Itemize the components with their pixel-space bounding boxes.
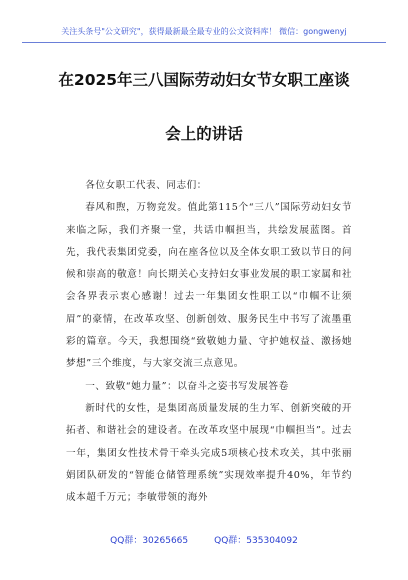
footer-qq-group-2: QQ群：535304092 [214, 536, 298, 546]
section-heading: 一、致敬“她力量”：以奋斗之姿书写发展答卷 [85, 380, 289, 392]
body-paragraph: 春风和煦，万物竞发。值此第115个“三八”国际劳动妇女节来临之际，我们齐聚一堂，共话巾帼担当，共绘发展蓝图。首先，我代表集团党委，向在座各位以及全体女职工致以节日的问候和崇高的敬意！向长期关心支持妇女事业发展的职工家属和社会各界表示衷心感谢！过去一年集团女性职工以“巾帼不让须眉”的豪情，在改革攻坚、创新创效、服务民生中书写了流墨重彩的篇章。今天，我想围绕“致敬她力量、守护她权益、激扬她梦想”三个维度，与大家交流三点意见。 [66, 202, 352, 370]
document-title-line-2: 会上的讲话 [165, 125, 243, 143]
footer-qq-group-1: QQ群：30265665 [110, 536, 189, 546]
header-note: 关注头条号"公文研究"，获得最新最全最专业的公文资料库！ 微信：gongwenyj [61, 27, 347, 36]
document-body [66, 175, 352, 509]
header-divider [22, 42, 386, 43]
document-title-line-1: 在2025年三八国际劳动妇女节女职工座谈 [58, 71, 350, 89]
body-paragraph: 新时代的女性，是集团高质量发展的生力军、创新突破的开拓者、和谐社会的建设者。在改革攻坚中展现“巾帼担当”。过去一年，集团女性技术骨干牵头完成5项核心技术攻关，其中张丽娟团队研发的“智能仓储管理系统”实现效率提升40%，年节约成本超千万元；李敏带领的海外 [66, 402, 352, 504]
salutation-paragraph: 各位女职工代表、同志们： [85, 180, 207, 191]
footer [0, 533, 408, 546]
